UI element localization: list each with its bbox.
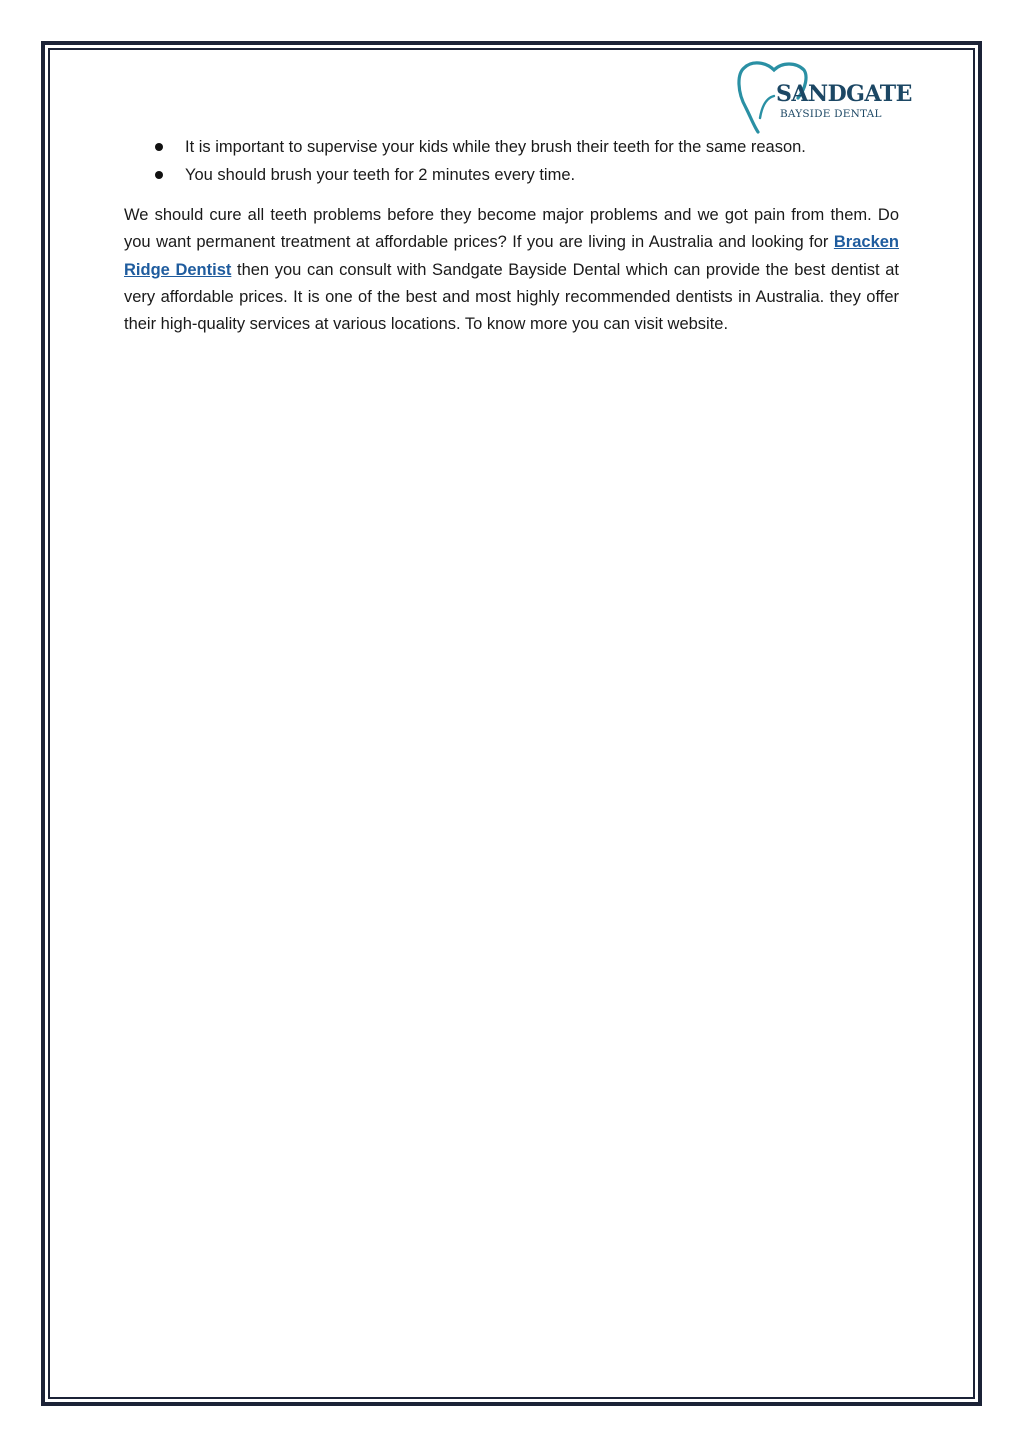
bracken-ridge-dentist-link[interactable]: Bracken Ridge Dentist bbox=[124, 233, 899, 279]
bullet-icon bbox=[155, 143, 163, 151]
list-item-text: It is important to supervise your kids while they brush their teeth for the same reason. bbox=[185, 138, 806, 156]
bullet-list bbox=[124, 134, 900, 190]
list-item bbox=[124, 162, 900, 190]
paragraph-text-after-link: then you can consult with Sandgate Bayside Dental which can provide the best dentist at very affordable prices. It is one of the best and most highly recommended dentists in Australia. they offer their high-quality services at various locations. To know more you can visit website. bbox=[124, 260, 899, 334]
list-item bbox=[124, 134, 900, 162]
paragraph-text-before-link: We should cure all teeth problems before they become major problems and we got pain from them. Do you want permanent treatment at affordable prices? If you are living in Australia and looking for bbox=[124, 206, 899, 252]
bullet-icon bbox=[155, 171, 163, 179]
logo-subtitle: BAYSIDE DENTAL bbox=[780, 108, 882, 120]
body-paragraph bbox=[124, 202, 899, 338]
logo-title: SANDGATE bbox=[776, 81, 912, 107]
list-item-text: You should brush your teeth for 2 minutes every time. bbox=[185, 166, 576, 184]
sandgate-logo bbox=[734, 58, 912, 136]
